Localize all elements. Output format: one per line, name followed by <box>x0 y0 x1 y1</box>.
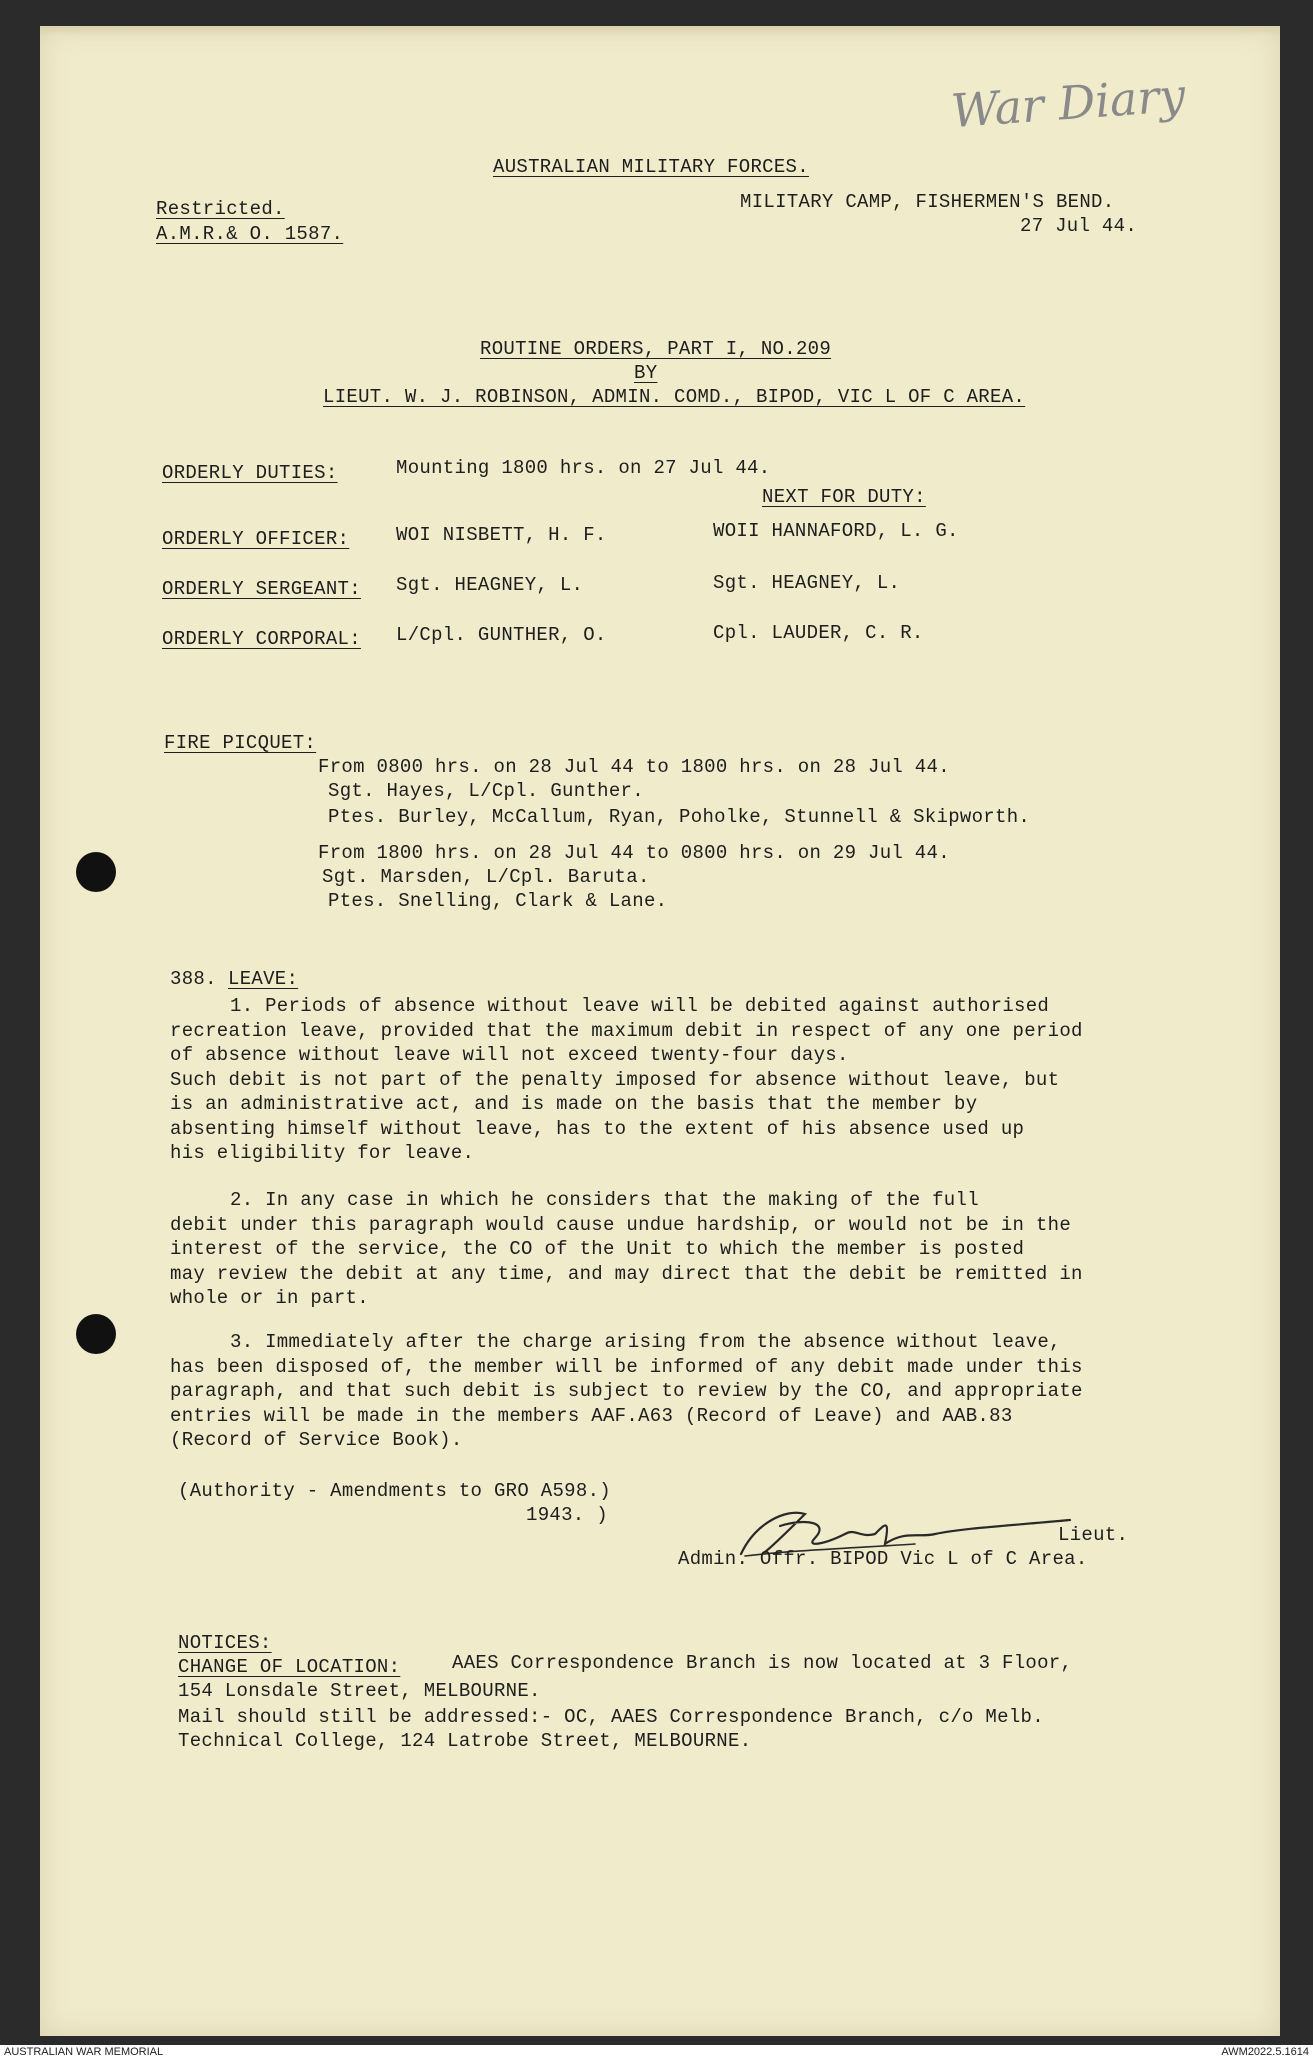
change-of-location-text: AAES Correspondence Branch is now located at 3 Floor, <box>452 1652 1073 1674</box>
text-line: entries will be made in the members AAF.A63 (Record of Leave) and AAB.83 <box>170 1404 1013 1427</box>
text-line: 3. Immediately after the charge arising from the absence without leave, <box>230 1331 1061 1353</box>
orderly-corporal-current: L/Cpl. GUNTHER, O. <box>396 624 607 646</box>
handwritten-note: War Diary <box>949 67 1187 139</box>
orderly-sergeant-next: Sgt. HEAGNEY, L. <box>713 572 901 594</box>
fire-picquet-label: FIRE PICQUET: <box>164 732 317 754</box>
next-for-duty-label: NEXT FOR DUTY: <box>762 486 926 508</box>
orderly-sergeant-current: Sgt. HEAGNEY, L. <box>396 574 584 596</box>
restricted-label: Restricted. <box>156 198 285 220</box>
text-line: may review the debit at any time, and may direct that the debit be remitted in <box>170 1262 1083 1285</box>
orderly-officer-next: WOII HANNAFORD, L. G. <box>713 520 959 542</box>
text-line: 2. In any case in which he considers that the making of the full <box>230 1189 979 1211</box>
text-line: his eligibility for leave. <box>170 1142 475 1164</box>
org-heading: AUSTRALIAN MILITARY FORCES. <box>493 156 809 178</box>
notices-heading: NOTICES: <box>178 1632 272 1654</box>
paper-edge <box>40 26 1280 36</box>
authority-line-1: (Authority - Amendments to GRO A598.) <box>178 1480 611 1502</box>
orderly-duties-label: ORDERLY DUTIES: <box>162 462 338 484</box>
authority-line-2: 1943. ) <box>526 1504 608 1526</box>
fire-picquet-shift1-ptes: Ptes. Burley, McCallum, Ryan, Poholke, Stunnell & Skipworth. <box>328 806 1031 828</box>
text-line: (Record of Service Book). <box>170 1429 463 1451</box>
archive-footer <box>0 2045 1313 2061</box>
orderly-duties-value: Mounting 1800 hrs. on 27 Jul 44. <box>396 457 771 479</box>
mail-address-line-2: Technical College, 124 Latrobe Street, MELBOURNE. <box>178 1730 752 1752</box>
leave-paragraph-2 <box>170 1188 1160 1311</box>
orderly-corporal-next: Cpl. LAUDER, C. R. <box>713 622 924 644</box>
text-line: absenting himself without leave, has to the extent of his absence used up <box>170 1117 1025 1140</box>
orderly-officer-current: WOI NISBETT, H. F. <box>396 524 607 546</box>
text-line: whole or in part. <box>170 1287 369 1309</box>
text-line: Such debit is not part of the penalty imposed for absence without leave, but <box>170 1068 1060 1091</box>
orderly-sergeant-label: ORDERLY SERGEANT: <box>162 578 361 600</box>
archive-name: AUSTRALIAN WAR MEMORIAL <box>4 2046 164 2058</box>
document-page <box>40 26 1280 2036</box>
fire-picquet-shift2-ncos: Sgt. Marsden, L/Cpl. Baruta. <box>322 866 650 888</box>
orderly-officer-label: ORDERLY OFFICER: <box>162 528 350 550</box>
archive-reference: AWM2022.5.1614 <box>1221 2046 1309 2058</box>
regulation-reference: A.M.R.& O. 1587. <box>156 223 344 245</box>
text-line: recreation leave, provided that the maximum debit in respect of any one period <box>170 1019 1083 1042</box>
text-line: interest of the service, the CO of the Unit to which the member is posted <box>170 1238 1025 1260</box>
text-line: paragraph, and that such debit is subject to review by the CO, and appropriate <box>170 1380 1083 1402</box>
new-address-line: 154 Lonsdale Street, MELBOURNE. <box>178 1680 541 1702</box>
leave-paragraph-1 <box>170 994 1160 1166</box>
leave-paragraph-3 <box>170 1330 1160 1453</box>
commander-line: LIEUT. W. J. ROBINSON, ADMIN. COMD., BIPOD, VIC L OF C AREA. <box>323 386 1026 408</box>
fire-picquet-shift2-time: From 1800 hrs. on 28 Jul 44 to 0800 hrs. on 29 Jul 44. <box>318 842 950 864</box>
mail-address-line-1: Mail should still be addressed:- OC, AAES Correspondence Branch, c/o Melb. <box>178 1706 1044 1728</box>
text-line: is an administrative act, and is made on the basis that the member by <box>170 1093 978 1115</box>
leave-order-number: 388. <box>170 968 217 990</box>
text-line: debit under this paragraph would cause undue hardship, or would not be in the <box>170 1213 1072 1236</box>
fire-picquet-shift1-time: From 0800 hrs. on 28 Jul 44 to 1800 hrs. on 28 Jul 44. <box>318 756 950 778</box>
change-of-location-label: CHANGE OF LOCATION: <box>178 1656 401 1678</box>
fire-picquet-shift1-ncos: Sgt. Hayes, L/Cpl. Gunther. <box>328 780 644 802</box>
orderly-corporal-label: ORDERLY CORPORAL: <box>162 628 361 650</box>
text-line: 1. Periods of absence without leave will be debited against authorised <box>230 995 1050 1017</box>
leave-heading: LEAVE: <box>228 968 299 990</box>
signatory-title: Admin. Offr. BIPOD Vic L of C Area. <box>678 1548 1088 1570</box>
signatory-rank: Lieut. <box>1058 1524 1129 1546</box>
text-line: has been disposed of, the member will be informed of any debit made under this <box>170 1355 1083 1378</box>
orders-by: BY <box>634 362 658 384</box>
fire-picquet-shift2-ptes: Ptes. Snelling, Clark & Lane. <box>328 890 668 912</box>
location-line: MILITARY CAMP, FISHERMEN'S BEND. <box>740 191 1115 213</box>
text-line: of absence without leave will not exceed twenty-four days. <box>170 1044 849 1066</box>
orders-title: ROUTINE ORDERS, PART I, NO.209 <box>480 338 832 360</box>
punch-hole-top <box>76 852 116 892</box>
date-line: 27 Jul 44. <box>1020 215 1138 237</box>
punch-hole-bottom <box>76 1314 116 1354</box>
